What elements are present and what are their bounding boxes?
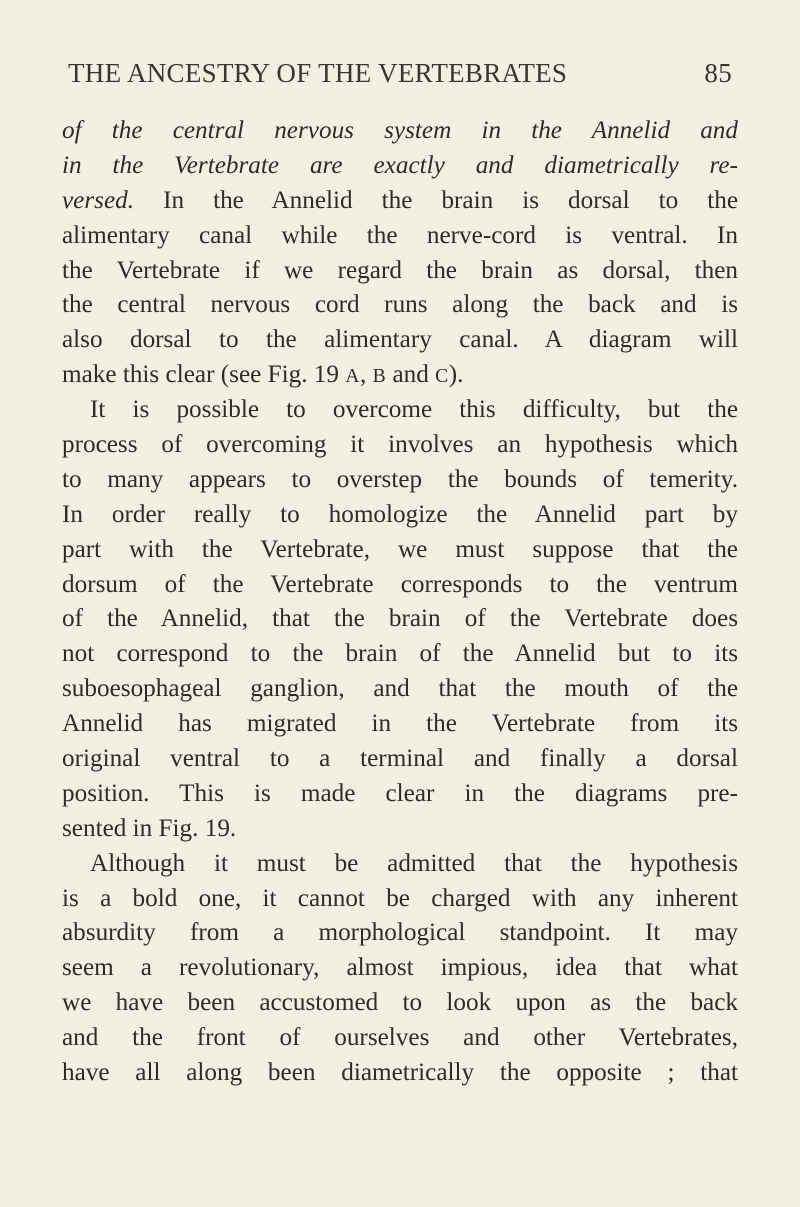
figure-ref-a: A <box>345 365 360 388</box>
text-line: absurdity from a morphological standpoint. It may <box>62 919 738 947</box>
text-line: alimentary canal while the nerve-cord is ventral. In <box>62 221 738 249</box>
text-line: to many appears to overstep the bounds of temerity. <box>62 465 738 493</box>
text-line: In order really to homologize the Annelid part by <box>62 500 738 528</box>
text-line: the Vertebrate if we regard the brain as dorsal, then <box>62 256 738 284</box>
text-line: process of overcoming it involves an hypothesis which <box>62 431 738 459</box>
text-line: we have been accustomed to look upon as the back <box>62 989 738 1017</box>
text-line: the central nervous cord runs along the back and is <box>62 291 738 319</box>
text-line <box>62 358 738 393</box>
text-line: of the Annelid, that the brain of the Vertebrate does <box>62 605 738 633</box>
text-line: Annelid has migrated in the Vertebrate from its <box>62 710 738 738</box>
running-head <box>60 58 732 98</box>
text-line <box>62 149 738 184</box>
text-line: also dorsal to the alimentary canal. A diagram will <box>62 326 738 354</box>
line-text: , <box>359 361 373 389</box>
text-line: original ventral to a terminal and finally a dorsal <box>62 745 738 773</box>
line-text: In the Annelid the brain is dorsal to the <box>134 186 738 214</box>
text-line: Although it must be admitted that the hypothesis <box>90 849 738 877</box>
text-line <box>62 114 738 149</box>
text-line: part with the Vertebrate, we must suppose that the <box>62 535 738 563</box>
text-line: seem a revolutionary, almost impious, idea that what <box>62 954 738 982</box>
page-number: 85 <box>704 58 732 88</box>
text-line: and the front of ourselves and other Vertebrates, <box>62 1024 738 1052</box>
italic-text: of the central nervous system in the Annelid and <box>62 117 738 144</box>
line-text: make this clear (see Fig. 19 <box>62 361 346 389</box>
text-line: position. This is made clear in the diagrams pre- <box>62 779 738 807</box>
text-line: It is possible to overcome this difficulty, but the <box>90 396 738 424</box>
italic-text: in the Vertebrate are exactly and diametrically re- <box>62 151 738 179</box>
text-line: is a bold one, it cannot be charged with any inherent <box>62 884 738 912</box>
text-line: not correspond to the brain of the Annelid but to its <box>62 640 738 668</box>
figure-ref-c: C <box>435 365 449 388</box>
figure-ref-b: B <box>372 365 387 388</box>
body-text <box>62 114 738 1091</box>
text-line <box>62 184 738 219</box>
line-text: ). <box>448 361 464 389</box>
running-title: THE ANCESTRY OF THE VERTEBRATES <box>68 58 568 88</box>
line-text: and <box>386 361 436 389</box>
text-line: have all along been diametrically the opposite ; that <box>62 1059 738 1087</box>
italic-text: versed. <box>62 186 135 214</box>
text-line: dorsum of the Vertebrate corresponds to the ventrum <box>62 570 738 598</box>
text-line: suboesophageal ganglion, and that the mouth of the <box>62 675 738 703</box>
text-line: sented in Fig. 19. <box>62 814 237 842</box>
